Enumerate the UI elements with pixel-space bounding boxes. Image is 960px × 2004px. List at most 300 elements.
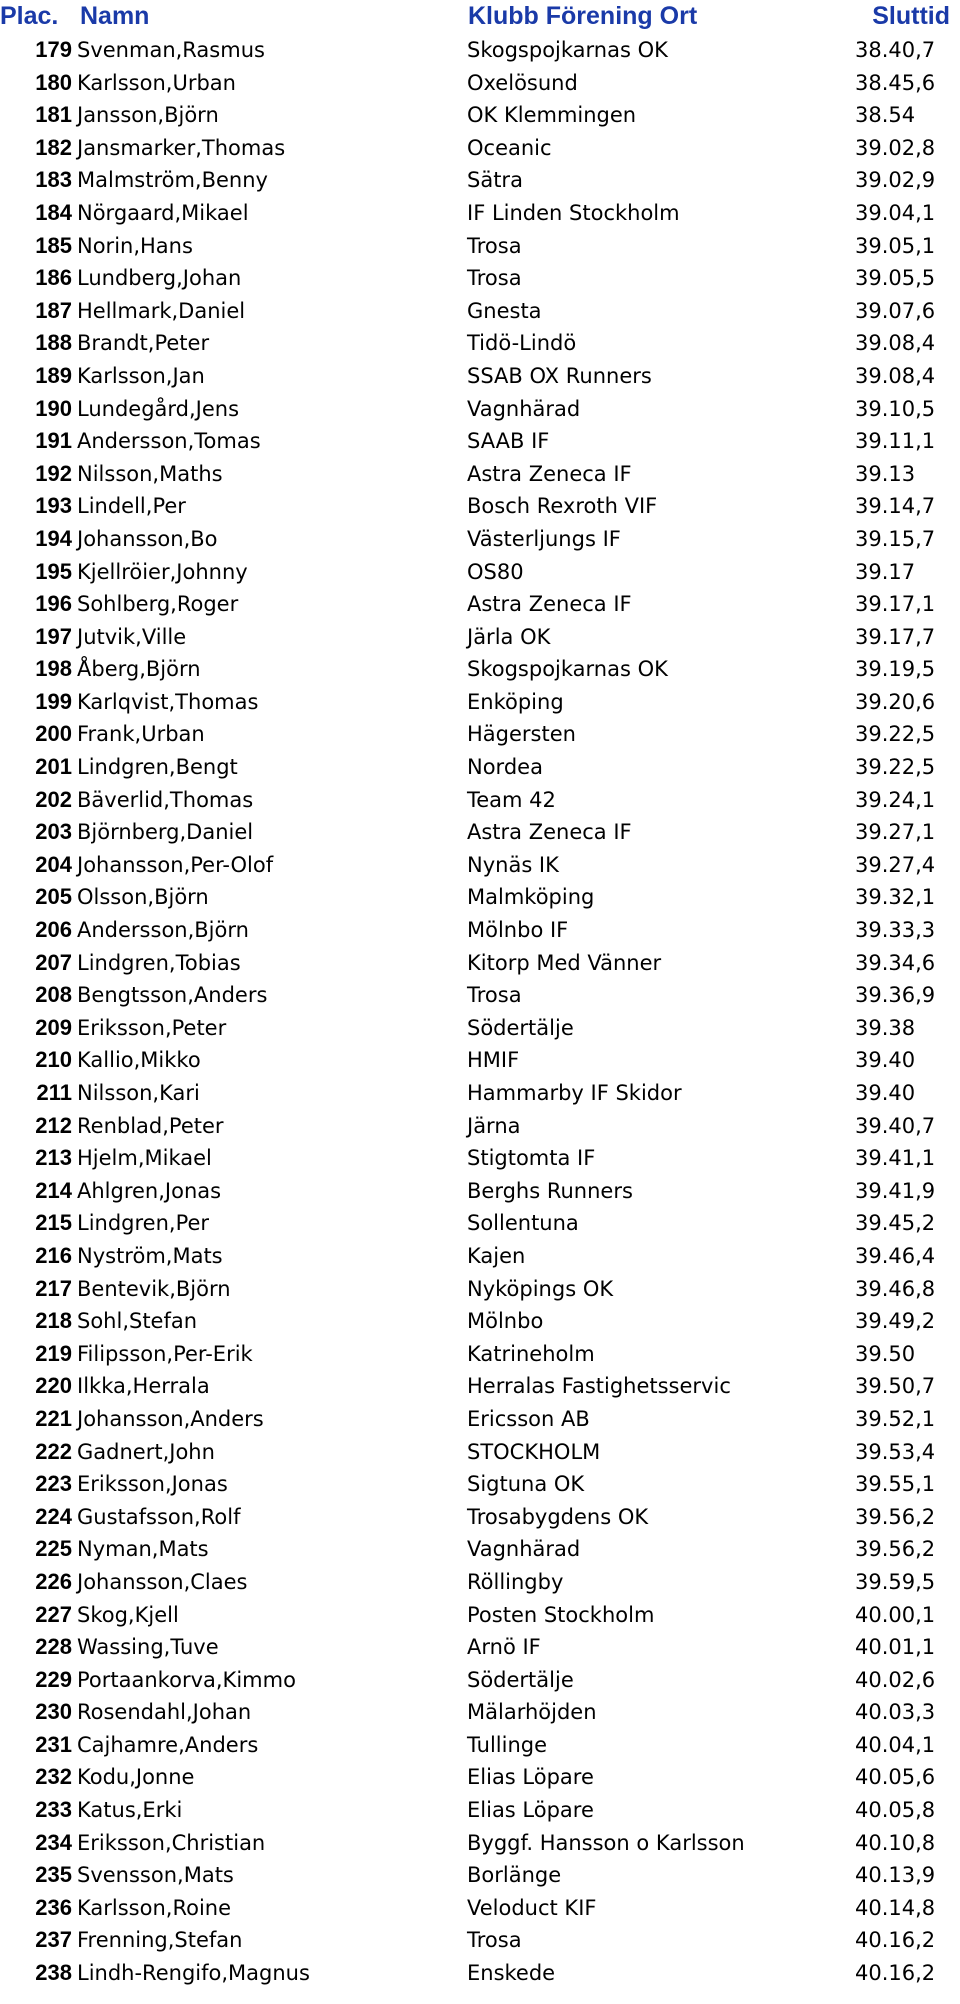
finish-time-cell: 40.03,3 [855,1700,936,1725]
finish-time-cell: 39.52,1 [855,1406,936,1431]
table-row [0,1305,960,1338]
table-row [0,556,960,589]
placement-cell: 181 [35,102,72,128]
table-row [0,1794,960,1827]
name-cell: Lundegård,Jens [77,396,240,421]
table-row [0,1468,960,1501]
placement-cell: 217 [35,1275,72,1301]
club-cell: Sollentuna [467,1211,579,1236]
placement-cell: 199 [35,688,72,714]
placement-cell: 232 [35,1764,72,1790]
table-row [0,653,960,686]
table-row [0,360,960,393]
table-row [0,262,960,295]
placement-cell: 198 [35,656,72,682]
finish-time-cell: 39.22,5 [855,722,936,747]
placement-cell: 229 [35,1666,72,1692]
placement-cell: 191 [35,428,72,454]
name-cell: Karlqvist,Thomas [77,689,259,714]
table-row [0,588,960,621]
finish-time-cell: 40.10,8 [855,1830,936,1855]
results-header [0,0,960,32]
finish-time-cell: 40.05,6 [855,1765,936,1790]
club-cell: Hägersten [467,722,576,747]
club-cell: Veloduct KIF [467,1895,597,1920]
placement-cell: 183 [35,167,72,193]
finish-time-cell: 39.11,1 [855,429,936,454]
table-row [0,458,960,491]
club-cell: Kitorp Med Vänner [467,950,662,975]
table-row [0,490,960,523]
finish-time-cell: 40.16,2 [855,1928,936,1953]
name-cell: Jutvik,Ville [77,624,187,649]
placement-cell: 189 [35,362,72,388]
placement-cell: 195 [35,558,72,584]
name-cell: Sohl,Stefan [77,1309,198,1334]
finish-time-cell: 40.05,8 [855,1798,936,1823]
table-row [0,1142,960,1175]
placement-cell: 187 [35,297,72,323]
club-cell: Nynäs IK [467,852,559,877]
finish-time-cell: 39.20,6 [855,689,936,714]
table-row [0,1761,960,1794]
finish-time-cell: 39.17 [855,559,916,584]
name-cell: Olsson,Björn [77,885,209,910]
table-row [0,1370,960,1403]
placement-cell: 220 [35,1373,72,1399]
name-cell: Skog,Kjell [77,1602,179,1627]
finish-time-cell: 39.40 [855,1048,916,1073]
placement-cell: 212 [35,1112,72,1138]
club-cell: Berghs Runners [467,1178,633,1203]
placement-cell: 215 [35,1210,72,1236]
table-row [0,1012,960,1045]
finish-time-cell: 40.00,1 [855,1602,936,1627]
placement-cell: 208 [35,982,72,1008]
finish-time-cell: 39.05,1 [855,233,936,258]
table-row [0,1175,960,1208]
name-cell: Lindgren,Per [77,1211,210,1236]
table-row [0,686,960,719]
table-row [0,1892,960,1925]
finish-time-cell: 39.56,2 [855,1504,936,1529]
name-cell: Nyström,Mats [77,1243,223,1268]
placement-cell: 236 [35,1894,72,1920]
placement-cell: 182 [35,134,72,160]
name-cell: Johansson,Per-Olof [77,852,274,877]
name-cell: Malmström,Benny [77,168,268,193]
finish-time-cell: 39.55,1 [855,1472,936,1497]
table-row [0,393,960,426]
placement-cell: 234 [35,1829,72,1855]
club-cell: Vagnhärad [467,396,581,421]
placement-cell: 221 [35,1405,72,1431]
placement-cell: 188 [35,330,72,356]
club-cell: Mölnbo IF [467,918,569,943]
finish-time-cell: 39.07,6 [855,298,936,323]
name-cell: Lindell,Per [77,494,186,519]
table-row [0,1077,960,1110]
name-cell: Rosendahl,Johan [77,1700,252,1725]
finish-time-cell: 39.10,5 [855,396,936,421]
club-cell: STOCKHOLM [467,1439,601,1464]
club-cell: SSAB OX Runners [467,363,652,388]
finish-time-cell: 39.17,1 [855,592,936,617]
club-cell: Trosabygdens OK [467,1504,649,1529]
club-cell: Katrineholm [467,1341,595,1366]
name-cell: Bengtsson,Anders [77,983,268,1008]
table-row [0,979,960,1012]
finish-time-cell: 40.01,1 [855,1635,936,1660]
placement-cell: 190 [35,395,72,421]
name-cell: Nörgaard,Mikael [77,200,249,225]
finish-time-cell: 39.24,1 [855,787,936,812]
placement-cell: 238 [35,1960,72,1986]
finish-time-cell: 39.27,4 [855,852,936,877]
finish-time-cell: 39.38 [855,1015,916,1040]
name-cell: Nyman,Mats [77,1537,209,1562]
table-row [0,230,960,263]
placement-cell: 233 [35,1797,72,1823]
finish-time-cell: 39.08,4 [855,331,936,356]
name-cell: Nilsson,Kari [77,1081,200,1105]
table-row [0,1566,960,1599]
club-cell: Mölnbo [467,1309,544,1334]
name-cell: Bentevik,Björn [77,1276,231,1301]
finish-time-cell: 39.19,5 [855,657,936,682]
placement-cell: 228 [35,1634,72,1660]
name-cell: Eriksson,Christian [77,1830,266,1855]
club-cell: Trosa [467,983,522,1008]
table-row [0,164,960,197]
table-row [0,1696,960,1729]
finish-time-cell: 39.02,8 [855,135,936,160]
name-cell: Lundberg,Johan [77,266,242,291]
club-cell: Oceanic [467,135,552,160]
placement-cell: 200 [35,721,72,747]
finish-time-cell: 38.45,6 [855,70,936,95]
club-cell: Mälarhöjden [467,1700,597,1725]
table-row [0,67,960,100]
club-cell: OS80 [467,559,524,584]
table-row [0,1631,960,1664]
table-row [0,425,960,458]
name-cell: Hellmark,Daniel [77,298,246,323]
table-row [0,947,960,980]
name-cell: Johansson,Anders [77,1406,264,1431]
name-cell: Portaankorva,Kimmo [77,1667,296,1692]
name-cell: Lindh-Rengifo,Magnus [77,1961,310,1986]
table-row [0,914,960,947]
finish-time-cell: 39.50,7 [855,1374,936,1399]
club-cell: HMIF [467,1048,520,1073]
placement-cell: 231 [35,1731,72,1757]
placement-cell: 211 [36,1080,72,1105]
placement-cell: 230 [35,1699,72,1725]
name-cell: Wassing,Tuve [77,1635,219,1660]
club-cell: Sigtuna OK [467,1472,585,1497]
club-cell: Astra Zeneca IF [467,592,632,617]
name-cell: Ahlgren,Jonas [77,1178,222,1203]
placement-cell: 192 [35,460,72,486]
placement-cell: 216 [35,1242,72,1268]
table-row [0,1110,960,1143]
finish-time-cell: 40.04,1 [855,1732,936,1757]
finish-time-cell: 39.13 [855,461,916,486]
name-cell: Jansson,Björn [77,103,219,128]
club-cell: Järla OK [467,624,551,649]
club-cell: Skogspojkarnas OK [467,657,668,682]
placement-cell: 214 [35,1177,72,1203]
club-cell: Bosch Rexroth VIF [467,494,658,519]
name-cell: Katus,Erki [77,1798,183,1823]
club-cell: OK Klemmingen [467,103,637,128]
placement-cell: 226 [35,1568,72,1594]
placement-cell: 225 [35,1536,72,1562]
club-cell: IF Linden Stockholm [467,200,680,225]
finish-time-cell: 39.45,2 [855,1211,936,1236]
placement-cell: 213 [35,1145,72,1171]
club-cell: Herralas Fastighetsservic [467,1374,731,1399]
name-cell: Gustafsson,Rolf [77,1504,241,1529]
finish-time-cell: 39.49,2 [855,1309,936,1334]
placement-cell: 201 [35,754,72,780]
name-cell: Kodu,Jonne [77,1765,195,1790]
name-cell: Kjellröier,Johnny [77,559,248,584]
finish-time-cell: 39.36,9 [855,983,936,1008]
name-cell: Lindgren,Bengt [77,755,238,780]
club-cell: Trosa [467,1928,522,1953]
name-cell: Bäverlid,Thomas [77,787,254,812]
name-cell: Svenman,Rasmus [77,38,265,62]
table-row [0,1338,960,1371]
club-cell: Trosa [467,233,522,258]
name-cell: Cajhamre,Anders [77,1732,259,1757]
finish-time-cell: 39.41,9 [855,1178,936,1203]
name-cell: Nilsson,Maths [77,461,223,486]
table-row [0,718,960,751]
name-cell: Filipsson,Per-Erik [77,1341,253,1366]
table-row [0,1924,960,1957]
placement-cell: 193 [35,493,72,519]
club-cell: Enskede [467,1961,556,1986]
name-cell: Eriksson,Jonas [77,1472,228,1497]
table-row [0,1664,960,1697]
table-row [0,1501,960,1534]
placement-cell: 184 [35,199,72,225]
finish-time-cell: 39.50 [855,1341,916,1366]
table-row [0,1403,960,1436]
club-cell: Röllingby [467,1569,564,1594]
finish-time-cell: 39.41,1 [855,1146,936,1171]
finish-time-cell: 40.02,6 [855,1667,936,1692]
club-cell: SAAB IF [467,429,550,454]
finish-time-cell: 39.40,7 [855,1113,936,1138]
club-cell: Astra Zeneca IF [467,461,632,486]
header-namn: Namn [80,2,150,30]
name-cell: Kallio,Mikko [77,1048,201,1073]
placement-cell: 185 [35,232,72,258]
header-sluttid: Sluttid [872,2,950,30]
table-row [0,1207,960,1240]
club-cell: Astra Zeneca IF [467,820,632,845]
club-cell: Sätra [467,168,523,193]
finish-time-cell: 40.13,9 [855,1863,936,1888]
name-cell: Andersson,Björn [77,918,249,943]
club-cell: Arnö IF [467,1635,541,1660]
table-row [0,621,960,654]
finish-time-cell: 39.02,9 [855,168,936,193]
club-cell: Södertälje [467,1015,574,1040]
club-cell: Elias Löpare [467,1798,594,1823]
name-cell: Karlsson,Urban [77,70,236,95]
name-cell: Johansson,Bo [77,526,218,551]
club-cell: Gnesta [467,298,542,323]
header-klubb: Klubb Förening Ort [468,2,698,30]
finish-time-cell: 38.40,7 [855,38,936,62]
table-row [0,197,960,230]
club-cell: Järna [467,1113,521,1138]
table-row [0,1729,960,1762]
table-row [0,1436,960,1469]
placement-cell: 224 [35,1503,72,1529]
club-cell: Vagnhärad [467,1537,581,1562]
table-row [0,1533,960,1566]
placement-cell: 204 [35,851,72,877]
name-cell: Gadnert,John [77,1439,215,1464]
table-row [0,816,960,849]
name-cell: Jansmarker,Thomas [77,135,286,160]
placement-cell: 210 [35,1047,72,1073]
table-row [0,99,960,132]
table-row [0,784,960,817]
finish-time-cell: 39.04,1 [855,200,936,225]
name-cell: Björnberg,Daniel [77,820,254,845]
finish-time-cell: 39.33,3 [855,918,936,943]
club-cell: Ericsson AB [467,1406,590,1431]
finish-time-cell: 40.16,2 [855,1961,936,1986]
club-cell: Byggf. Hansson o Karlsson [467,1830,745,1855]
table-row [0,1859,960,1892]
table-row [0,1599,960,1632]
placement-cell: 179 [35,37,72,62]
finish-time-cell: 39.27,1 [855,820,936,845]
name-cell: Frenning,Stefan [77,1928,243,1953]
placement-cell: 203 [35,819,72,845]
club-cell: Enköping [467,689,564,714]
name-cell: Johansson,Claes [77,1569,248,1594]
club-cell: Nyköpings OK [467,1276,614,1301]
club-cell: Elias Löpare [467,1765,594,1790]
finish-time-cell: 39.08,4 [855,363,936,388]
table-row [0,1240,960,1273]
table-row [0,1957,960,1990]
placement-cell: 237 [35,1927,72,1953]
club-cell: Trosa [467,266,522,291]
name-cell: Frank,Urban [77,722,205,747]
finish-time-cell: 39.46,8 [855,1276,936,1301]
finish-time-cell: 39.46,4 [855,1243,936,1268]
table-row [0,295,960,328]
table-row [0,1273,960,1306]
name-cell: Åberg,Björn [77,657,201,682]
finish-time-cell: 39.14,7 [855,494,936,519]
placement-cell: 197 [35,623,72,649]
table-row [0,34,960,67]
finish-time-cell: 39.05,5 [855,266,936,291]
placement-cell: 196 [35,591,72,617]
placement-cell: 218 [35,1308,72,1334]
name-cell: Svensson,Mats [77,1863,234,1888]
name-cell: Norin,Hans [77,233,193,258]
placement-cell: 219 [35,1340,72,1366]
name-cell: Karlsson,Jan [77,363,205,388]
finish-time-cell: 39.17,7 [855,624,936,649]
finish-time-cell: 39.59,5 [855,1569,936,1594]
table-row [0,1044,960,1077]
placement-cell: 180 [35,69,72,95]
club-cell: Team 42 [467,787,556,812]
placement-cell: 205 [35,884,72,910]
table-row [0,327,960,360]
table-row [0,1827,960,1860]
name-cell: Sohlberg,Roger [77,592,239,617]
placement-cell: 206 [35,917,72,943]
name-cell: Ilkka,Herrala [77,1374,210,1399]
name-cell: Lindgren,Tobias [77,950,241,975]
placement-cell: 227 [35,1601,72,1627]
finish-time-cell: 39.15,7 [855,526,936,551]
placement-cell: 202 [35,786,72,812]
results-table [0,34,960,1990]
table-row [0,523,960,556]
placement-cell: 186 [35,265,72,291]
finish-time-cell: 39.53,4 [855,1439,936,1464]
table-row [0,881,960,914]
finish-time-cell: 38.54 [855,103,916,128]
placement-cell: 223 [35,1471,72,1497]
club-cell: Tidö-Lindö [467,331,577,356]
club-cell: Oxelösund [467,70,578,95]
club-cell: Hammarby IF Skidor [467,1081,682,1105]
table-row [0,132,960,165]
club-cell: Södertälje [467,1667,574,1692]
name-cell: Renblad,Peter [77,1113,224,1138]
header-plac: Plac. [0,2,59,30]
name-cell: Eriksson,Peter [77,1015,227,1040]
club-cell: Kajen [467,1243,526,1268]
placement-cell: 194 [35,525,72,551]
table-row [0,849,960,882]
finish-time-cell: 39.32,1 [855,885,936,910]
finish-time-cell: 39.56,2 [855,1537,936,1562]
club-cell: Stigtomta IF [467,1146,596,1171]
club-cell: Borlänge [467,1863,562,1888]
name-cell: Karlsson,Roine [77,1895,232,1920]
finish-time-cell: 39.34,6 [855,950,936,975]
name-cell: Andersson,Tomas [77,429,261,454]
club-cell: Tullinge [467,1732,548,1757]
placement-cell: 235 [35,1862,72,1888]
placement-cell: 207 [35,949,72,975]
club-cell: Malmköping [467,885,595,910]
club-cell: Västerljungs IF [467,526,621,551]
finish-time-cell: 39.22,5 [855,755,936,780]
club-cell: Skogspojkarnas OK [467,38,668,62]
finish-time-cell: 39.40 [855,1081,916,1105]
name-cell: Hjelm,Mikael [77,1146,212,1171]
placement-cell: 222 [35,1438,72,1464]
